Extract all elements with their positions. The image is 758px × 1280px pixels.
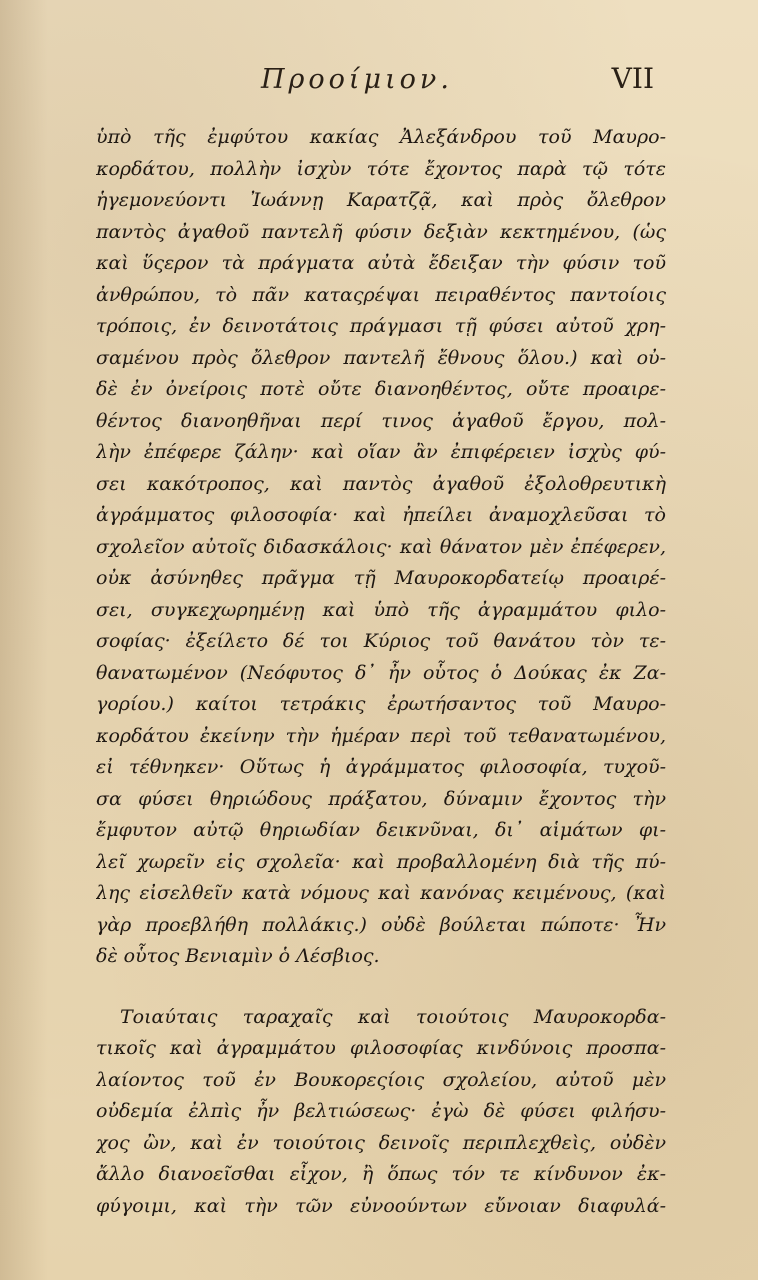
text-line: λης εἰσελθεῖν κατὰ νόμους καὶ κανόνας κειμένους, (καὶ <box>96 882 666 904</box>
text-line: ἡγεμονεύοντι Ἰωάννῃ Καρατζᾷ, καὶ πρὸς ὄλεθρον <box>96 189 666 211</box>
text-line: ἄλλο διανοεῖσθαι εἶχον, ἢ ὅπως τόν τε κίνδυνον ἐκ- <box>96 1163 666 1185</box>
text-line: θανατωμένον (Νεόφυτος δ᾽ ἦν οὗτος ὁ Δούκας ἐκ Ζα- <box>96 661 666 684</box>
text-line: τικοῖς καὶ ἀγραμμάτου φιλοσοφίας κινδύνοις προσπα- <box>96 1037 666 1059</box>
text-line: σα φύσει θηριώδους πράξατου, δύναμιν ἔχοντος τὴν <box>96 787 666 810</box>
text-line: ἔμφυτον αὐτῷ θηριωδίαν δεικνῦναι, δι᾽ αἱμάτων φι- <box>96 819 666 841</box>
text-line: χος ὢν, καὶ ἐν τοιούτοις δεινοῖς περιπλεχθεὶς, οὐδὲν <box>96 1131 666 1154</box>
text-line: οὐκ ἀσύνηθες πρᾶγμα τῇ Μαυροκορδατείῳ προαιρέ- <box>96 567 666 589</box>
text-line: σαμένου πρὸς ὄλεθρον παντελῆ ἔθνους ὅλου.) καὶ οὐ- <box>96 346 666 369</box>
text-line: κορδάτου, πολλὴν ἰσχὺν τότε ἔχοντος παρὰ τῷ τότε <box>96 157 666 180</box>
text-line: Τοιαύταις ταραχαῖς καὶ τοιούτοις Μαυροκορδα- <box>120 1005 666 1028</box>
text-line: λὴν ἐπέφερε ζάλην· καὶ οἵαν ἂν ἐπιφέρειεν ἰσχὺς φύ- <box>96 441 666 463</box>
text-line: ἀνθρώπου, τὸ πᾶν καταςρέψαι πειραθέντος παντοίοις <box>96 283 666 306</box>
text-line: εἰ τέθνηκεν· Οὕτως ἡ ἀγράμματος φιλοσοφία, τυχοῦ- <box>96 756 666 778</box>
page-gutter-shadow <box>0 0 48 1280</box>
text-line: ὑπὸ τῆς ἐμφύτου κακίας Ἀλεξάνδρου τοῦ Μαυρο- <box>96 126 666 148</box>
body-text <box>96 122 666 1222</box>
text-line: καὶ ὕςερον τὰ πράγματα αὐτὰ ἔδειξαν τὴν φύσιν τοῦ <box>96 252 666 274</box>
text-line: τρόποις, ἐν δεινοτάτοις πράγμασι τῇ φύσει αὐτοῦ χρη- <box>96 315 666 337</box>
paragraph-2 <box>96 1002 666 1223</box>
text-line: γορίου.) καίτοι τετράκις ἐρωτήσαντος τοῦ Μαυρο- <box>96 693 666 715</box>
text-line: λαίοντος τοῦ ἐν Βουκορεςίοις σχολείου, αὐτοῦ μὲν <box>96 1068 666 1091</box>
text-line: σχολεῖον αὐτοῖς διδασκάλοις· καὶ θάνατον μὲν ἐπέφερεν, <box>96 535 666 558</box>
text-line: οὐδεμία ἐλπὶς ἦν βελτιώσεως· ἐγὼ δὲ φύσει φιλήσυ- <box>96 1100 666 1122</box>
page-number: VII <box>611 62 654 95</box>
text-line: κορδάτου ἐκείνην τὴν ἡμέραν περὶ τοῦ τεθανατωμένου, <box>96 724 666 747</box>
running-title: Προοίμιον. <box>261 64 453 95</box>
text-line: φύγοιμι, καὶ τὴν τῶν εὐνοούντων εὔνοιαν διαφυλά- <box>96 1194 666 1217</box>
paragraph-1 <box>96 122 666 973</box>
text-line: λεῖ χωρεῖν εἰς σχολεῖα· καὶ προβαλλομένη διὰ τῆς πύ- <box>96 850 666 873</box>
text-line: σοφίας· ἐξείλετο δέ τοι Κύριος τοῦ θανάτου τὸν τε- <box>96 630 666 652</box>
text-line: γὰρ προεβλήθη πολλάκις.) οὐδὲ βούλεται πώποτε· Ἦν <box>96 913 666 936</box>
text-line: ἀγράμματος φιλοσοφία· καὶ ἠπείλει ἀναμοχλεῦσαι τὸ <box>96 504 666 526</box>
text-line: σει κακότροπος, καὶ παντὸς ἀγαθοῦ ἐξολοθρευτικὴ <box>96 472 666 495</box>
running-head <box>96 58 654 102</box>
text-line: θέντος διανοηθῆναι περί τινος ἀγαθοῦ ἔργου, πολ- <box>96 409 666 432</box>
paragraph-break <box>96 973 666 1002</box>
text-line: δὲ ἐν ὀνείροις ποτὲ οὔτε διανοηθέντος, οὔτε προαιρε- <box>96 378 666 400</box>
text-line: σει, συγκεχωρημένῃ καὶ ὑπὸ τῆς ἀγραμμάτου φιλο- <box>96 598 666 621</box>
text-line: παντὸς ἀγαθοῦ παντελῆ φύσιν δεξιὰν κεκτημένου, (ὡς <box>96 220 666 243</box>
text-line: δὲ οὗτος Βενιαμὶν ὁ Λέσβιος. <box>96 945 380 967</box>
